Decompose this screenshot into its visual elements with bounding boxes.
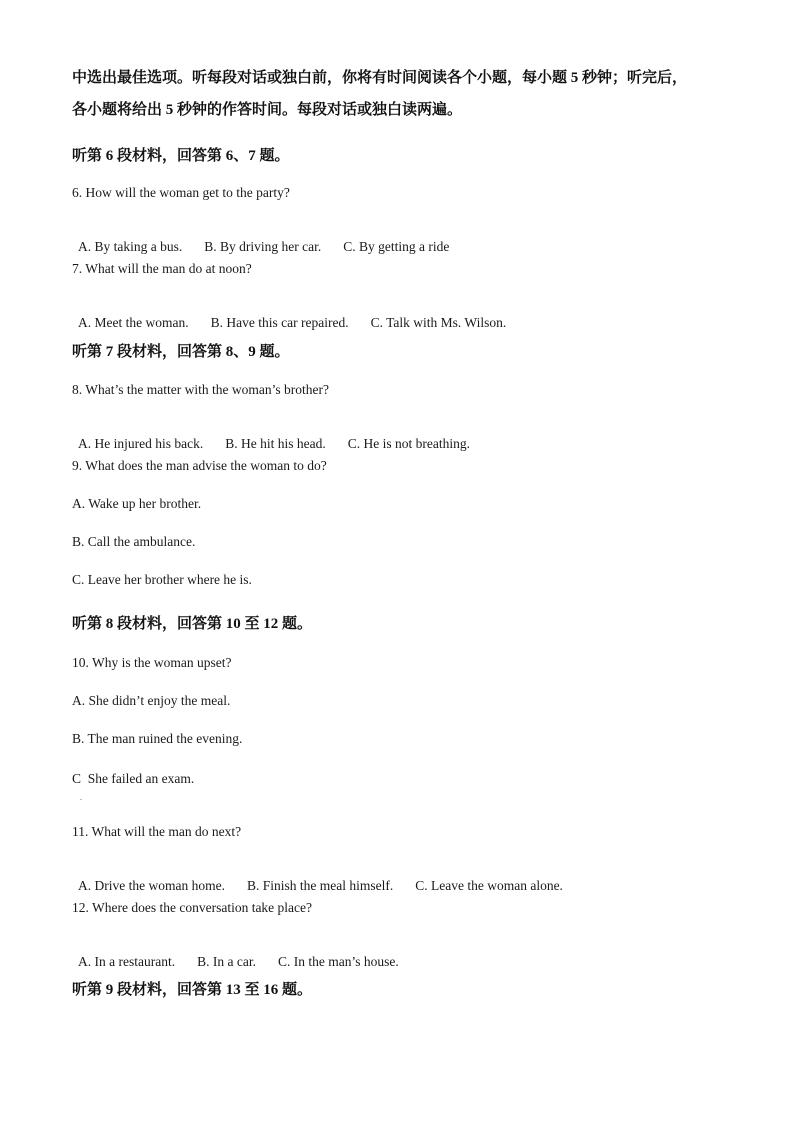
option-a: A. By taking a bus. (78, 239, 183, 254)
section-heading: 听第 8 段材料，回答第 10 至 12 题。 (72, 616, 313, 632)
question-options (72, 938, 399, 970)
option-c: C. In the man’s house. (277, 954, 399, 969)
option-c: C. By getting a ride (343, 239, 450, 254)
question-stem: 9. What does the man advise the woman to do? (72, 458, 327, 473)
question-stem: 7. What will the man do at noon? (72, 261, 252, 276)
option-b: B. Finish the meal himself. (246, 878, 394, 893)
option-a: A. In a restaurant. (78, 954, 176, 969)
question-stem: 8. What’s the matter with the woman’s brother? (72, 382, 329, 397)
option-b: B. The man ruined the evening. (72, 731, 243, 746)
option-c: C. Leave her brother where he is. (72, 572, 252, 587)
stray-mark: . (80, 793, 82, 802)
question-stem: 11. What will the man do next? (72, 824, 242, 839)
option-b: B. He hit his head. (225, 436, 326, 451)
option-c: C She failed an exam. (72, 771, 195, 786)
section-heading: 听第 9 段材料，回答第 13 至 16 题。 (72, 982, 313, 998)
question-options (72, 862, 563, 894)
question-options (72, 223, 449, 255)
question-stem: 12. Where does the conversation take place? (72, 900, 313, 915)
option-a: A. Wake up her brother. (72, 496, 202, 511)
option-b: B. Call the ambulance. (72, 534, 196, 549)
option-a: A. She didn’t enjoy the meal. (72, 693, 231, 708)
option-c: C. Leave the woman alone. (415, 878, 563, 893)
option-a: A. Meet the woman. (78, 315, 189, 330)
option-a: A. Drive the woman home. (78, 878, 225, 893)
option-a: A. He injured his back. (78, 436, 204, 451)
option-c: C. Talk with Ms. Wilson. (370, 315, 507, 330)
option-b: B. In a car. (197, 954, 256, 969)
option-c: C. He is not breathing. (347, 436, 470, 451)
question-options (72, 299, 506, 331)
option-b: B. Have this car repaired. (210, 315, 349, 330)
question-stem: 6. How will the woman get to the party? (72, 185, 290, 200)
section-heading: 听第 7 段材料，回答第 8、9 题。 (72, 344, 290, 360)
question-stem: 10. Why is the woman upset? (72, 655, 232, 670)
option-b: B. By driving her car. (204, 239, 322, 254)
question-options (72, 420, 470, 452)
section-heading: 听第 6 段材料，回答第 6、7 题。 (72, 148, 290, 164)
intro-line-1: 中选出最佳选项。听每段对话或独白前，你将有时间阅读各个小题，每小题 5 秒钟；听完后， (72, 70, 688, 86)
intro-line-2: 各小题将给出 5 秒钟的作答时间。每段对话或独白读两遍。 (72, 102, 463, 118)
